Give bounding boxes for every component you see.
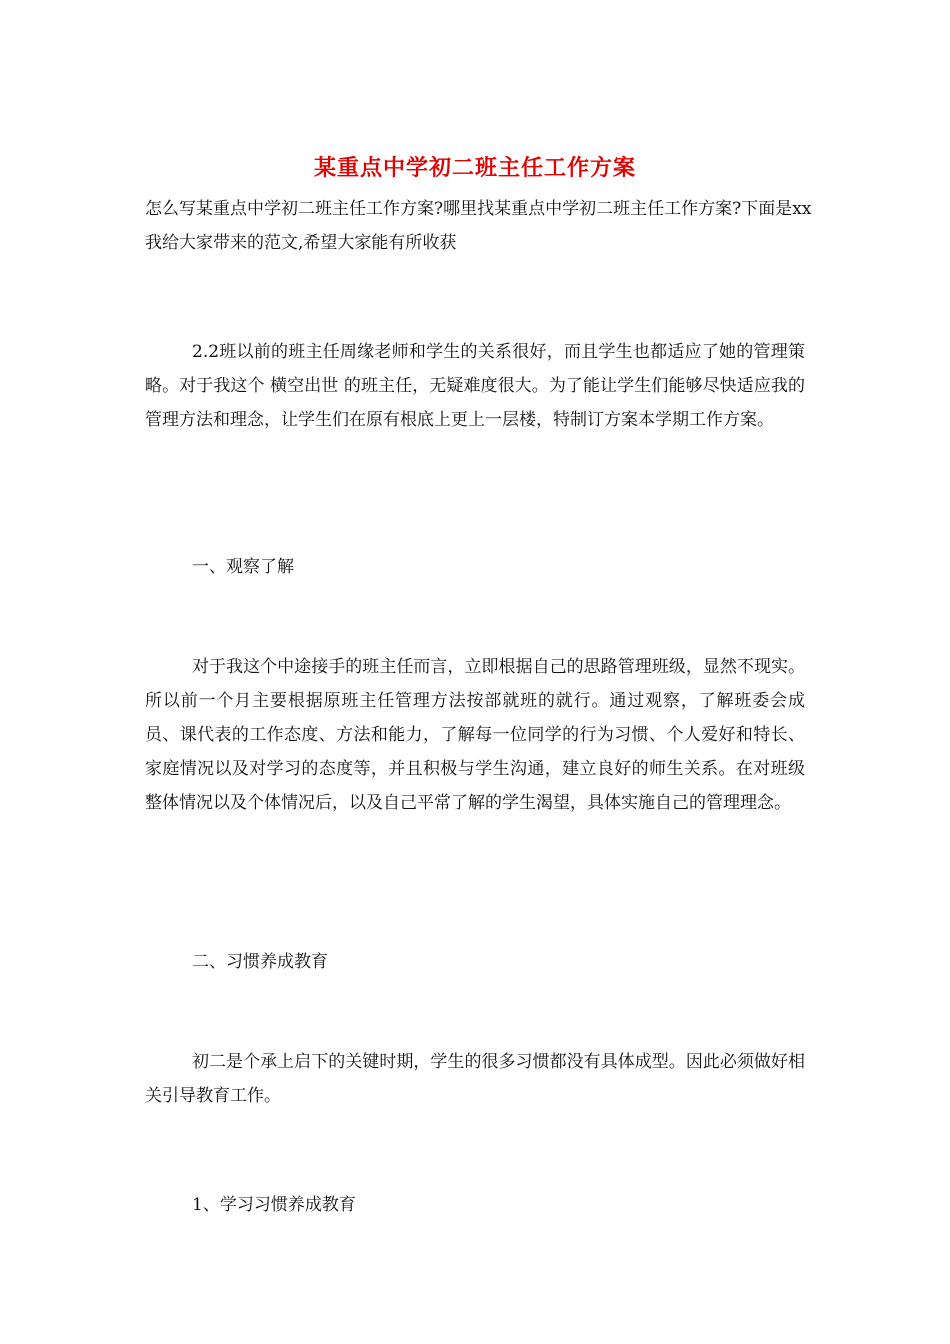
intro-paragraph: 怎么写某重点中学初二班主任工作方案?哪里找某重点中学初二班主任工作方案?下面是xx我给大家带来的范文,希望大家能有所收获: [145, 199, 812, 253]
paragraph-observe: 对于我这个中途接手的班主任而言，立即根据自己的思路管理班级，显然不现实。所以前一个月主要根据原班主任管理方法按部就班的就行。通过观察，了解班委会成员、课代表的工作态度、方法和能力，了解每一位同学的行为习惯、个人爱好和特长、家庭情况以及对学习的态度等，并且积极与学生沟通，建立良好的师生关系。在对班级整体情况以及个体情况后，以及自己平常了解的学生渴望，具体实施自己的管理理念。: [145, 657, 805, 813]
section-heading-habits: 二、习惯养成教育: [192, 952, 328, 972]
paragraph-habits: 初二是个承上启下的关键时期，学生的很多习惯都没有具体成型。因此必须做好相关引导教育工作。: [145, 1052, 805, 1106]
subsection-heading-study-habits: 1、学习习惯养成教育: [192, 1195, 356, 1215]
section-heading-observe: 一、观察了解: [192, 557, 294, 577]
paragraph-class-background: 2.2班以前的班主任周缘老师和学生的关系很好，而且学生也都适应了她的管理策略。对于我这个 横空出世 的班主任，无疑难度很大。为了能让学生们能够尽快适应我的管理方法和理念，让学生们在原有根底上更上一层楼，特制订方案本学期工作方案。: [145, 342, 805, 430]
document-title: 某重点中学初二班主任工作方案: [313, 155, 636, 181]
